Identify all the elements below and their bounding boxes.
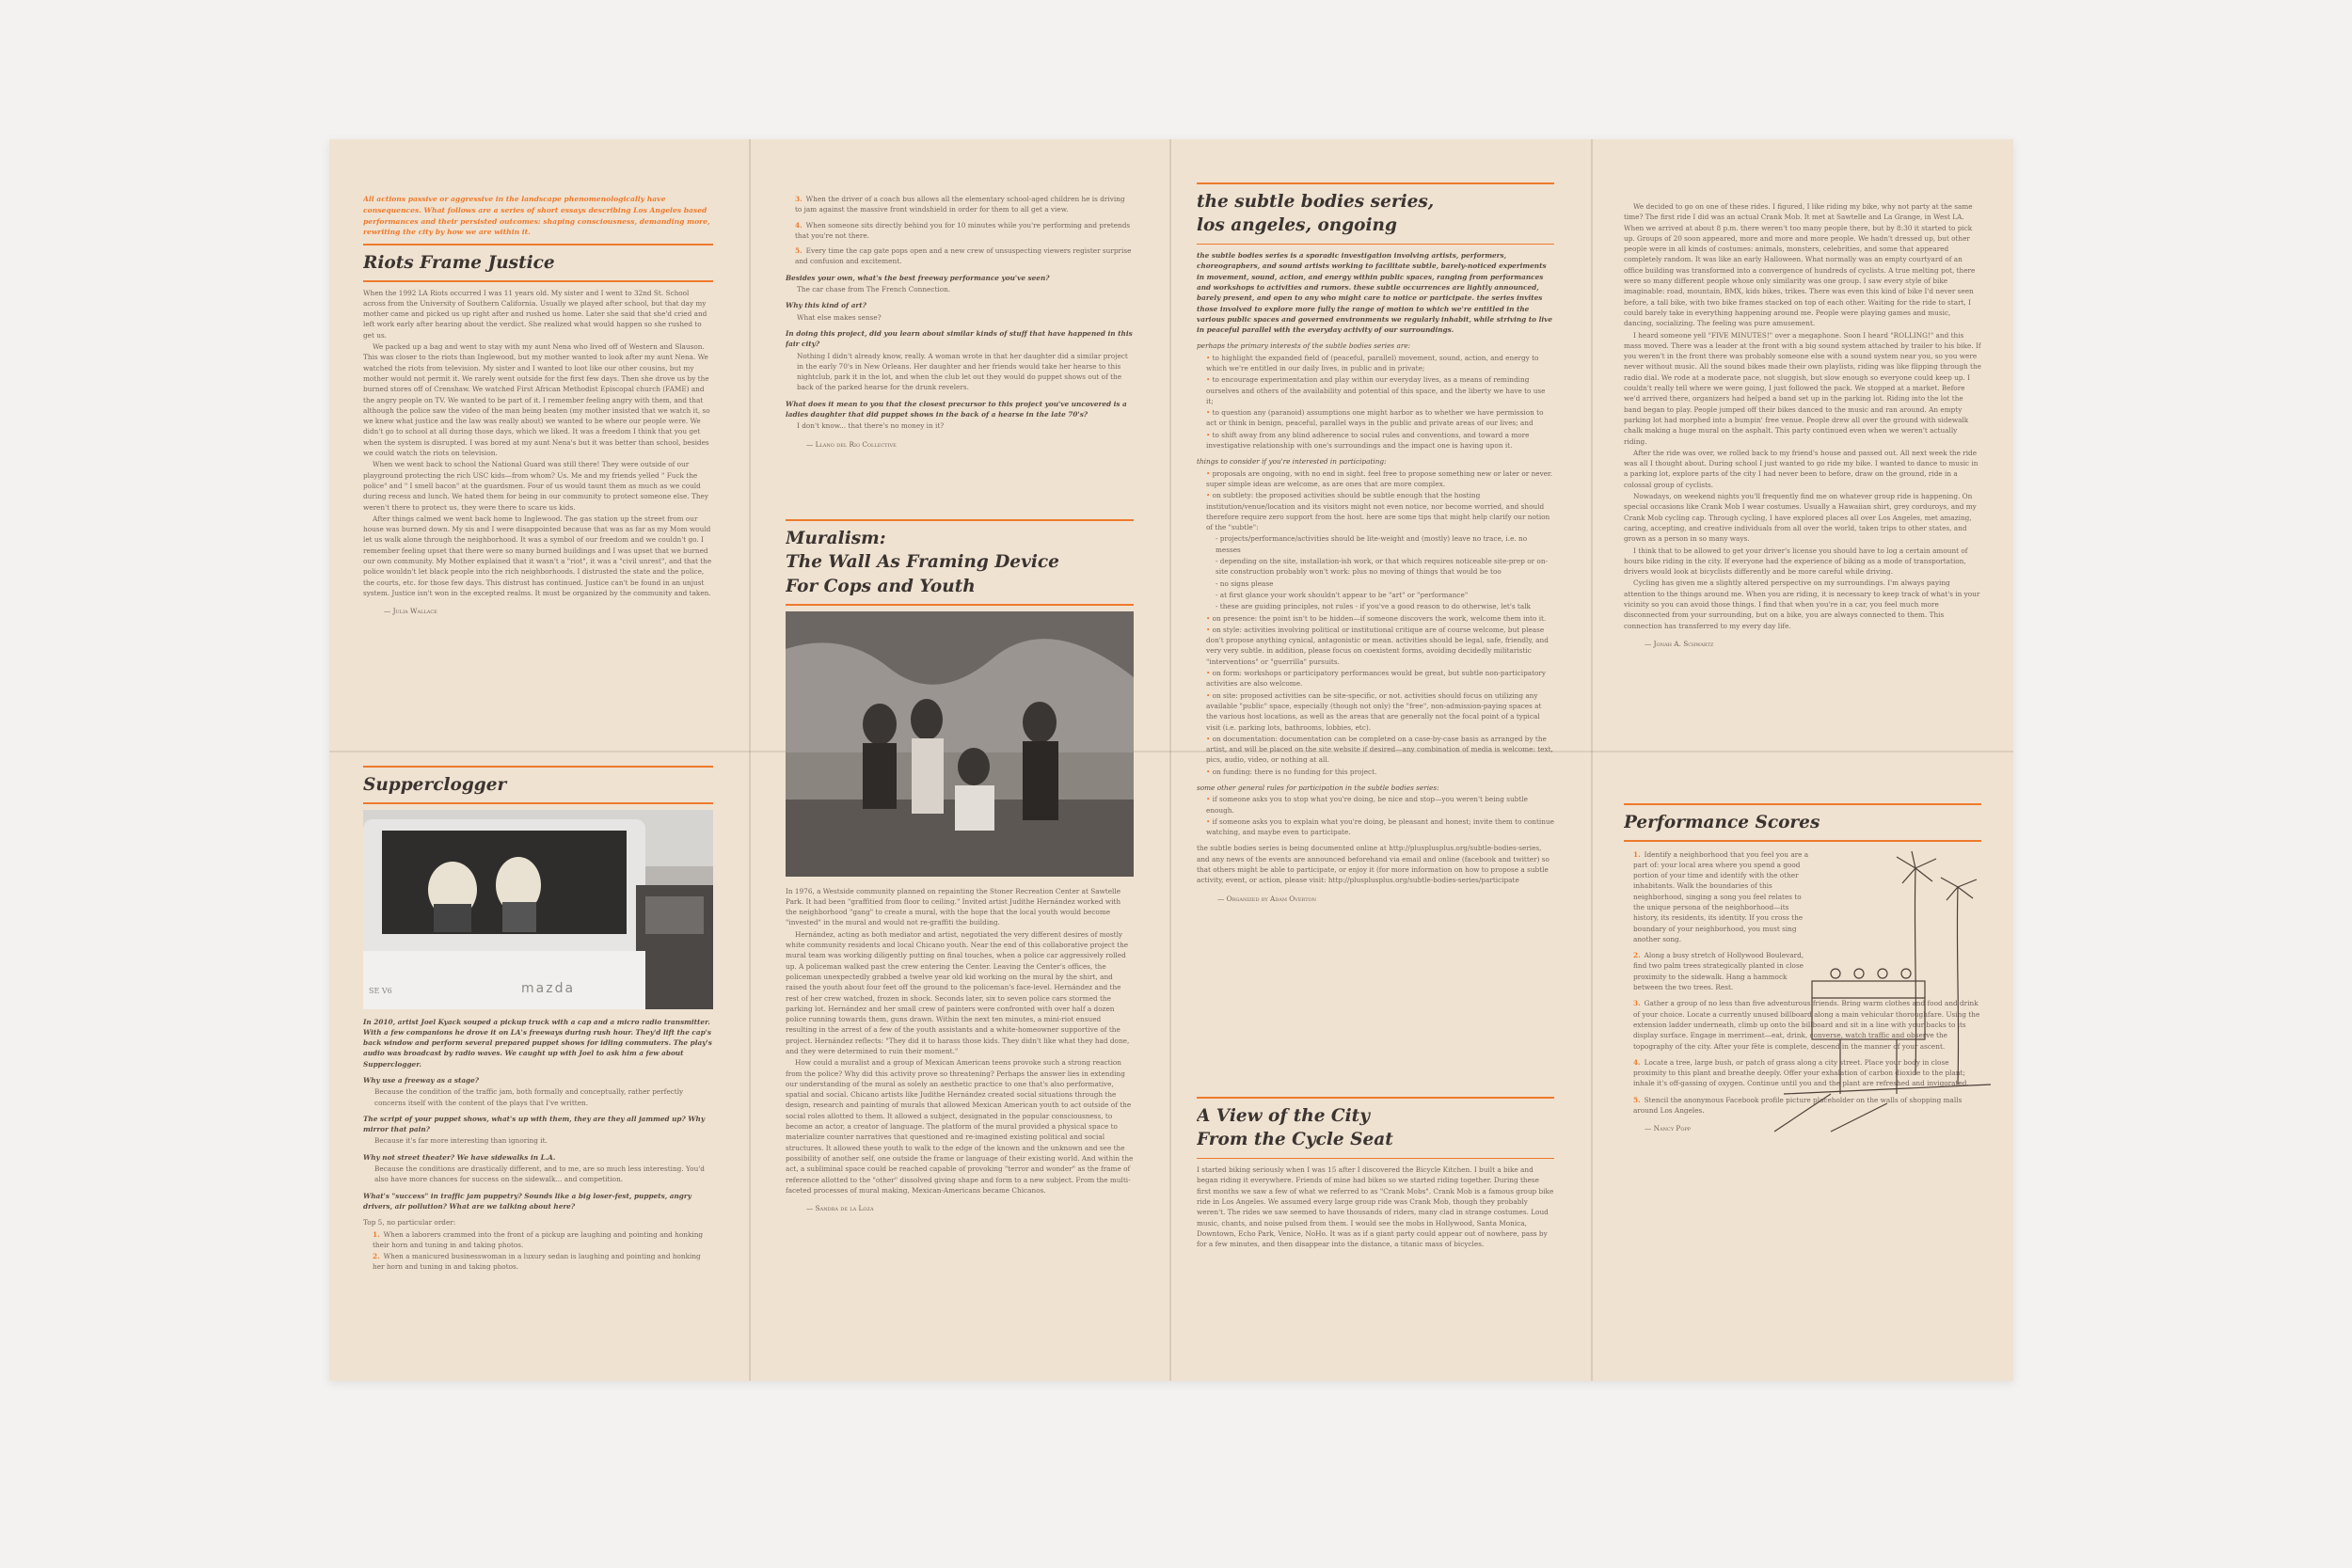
muralism-section	[786, 514, 1134, 1365]
muralism-paragraph: In 1976, a Westside community planned on repainting the Stoner Recreation Center at Sawtelle Park. It had been "graffitied from floor to ceiling." Invited artist Judithe Hernández worked with the neighborhood "gang" to create a mural, with the hope that the local youth would become "invested" in the mural and would not re-graffiti the building.	[786, 886, 1121, 927]
qa-answer: Because the conditions are drastically different, and to me, are so much less interesting. You'd also have more chances for success on the sidewalk... and competition.	[374, 1164, 705, 1184]
bullet-text: projects/performance/activities should be lite-weight and (mostly) leave no trace, i.e. no messes	[1216, 534, 1528, 554]
qa-answer: What else makes sense?	[797, 312, 882, 322]
divider	[1624, 803, 1981, 805]
bullet-text: at first glance your work shouldn't appear to be "art" or "performance"	[1219, 590, 1469, 599]
list-item	[363, 1251, 713, 1273]
divider	[363, 766, 713, 768]
divider	[786, 604, 1134, 606]
bullet-text: on site: proposed activities can be site-specific, or not. activities should focus on utilizing any available "public" space, especially (though not only) the "free", non-admission-paying spaces at the various host locations, as well as the areas that are generally not the focal point of a typical visit (i.e. parking lots, bathrooms, lobbies, etc).	[1206, 690, 1542, 732]
supperclogger-title: Supperclogger	[363, 774, 507, 795]
puppet-truck-photo	[363, 810, 713, 1009]
qa-answer: The car chase from The French Connection.	[797, 285, 951, 294]
bullet-text: on subtlety: the proposed activities should be subtle enough that the hosting institution/venue/location and its visitors might not even notice, nor become worried, and should therefore require zero support from the host. here are some tips that might help clarify our notion of the "subtle":	[1206, 491, 1550, 532]
bullet-item: • to highlight the expanded field of (peaceful, parallel) movement, sound, action, and energy to which we're entitled in our daily lives, in public and in private;	[1206, 353, 1539, 372]
item-number: 1.	[373, 1229, 380, 1239]
riots-paragraph: When we went back to school the National Guard was still there! They were outside of our playground protecting the rich USC kids—from whom? Us. Me and my friends yelled " Fuck the police" and " I smell bacon" at the guardsmen. Four of us would taunt them as much as we could during recess and lunch. We hated them for being in our community to protect someone else. They weren't there to protect us, they were there to scare us kids.	[363, 460, 708, 512]
car-brand: mazda	[521, 980, 576, 996]
bullet-item: • to question any (paranoid) assumptions one might harbor as to whether we have permission to act or think in benign, peaceful, parallel ways in the public and private areas of our lives; and	[1206, 408, 1544, 428]
bullet-text: on form: workshops or participatory performances would be great, but subtle non-participatory activities are also welcome.	[1206, 669, 1547, 689]
newspaper-sheet	[329, 139, 2013, 1381]
cycle-seat-title	[1197, 1104, 1554, 1152]
list-item	[786, 220, 1134, 242]
riots-paragraph: When the 1992 LA Riots occurred I was 11 years old. My sister and I went to 32nd St. School across from the University of Southern California. Usually we played after school, but that day my mother came and picked us up right after and rushed us home. Later she said that she'd cried and left work early after hearing about the verdict. She realized what would happen so she rushed to get us.	[363, 288, 707, 340]
sub-bullet-item: - projects/performance/activities should be lite-weight and (mostly) leave no trace, i.e. no messes	[1216, 534, 1528, 554]
column-3	[1170, 139, 1592, 1381]
bullet-text: to question any (paranoid) assumptions one might harbor as to whether we have permission to act or think in benign, peaceful, parallel ways in the public and private areas of our lives; and	[1206, 408, 1544, 428]
divider	[363, 280, 713, 282]
cycle-paragraph: Cycling has given me a slightly altered perspective on my surroundings. I'm always paying attention to the things around me. When you are riding, it is necessary to keep track of what's in your vicinity so you can avoid those things. I find that when you're in a car, you feel much more disconnected from your surrounding, but on a bike, you are always connected to them. This connection has transferred to my every day life.	[1624, 578, 1980, 630]
sub-bullet-item: - these are guiding principles, not rules - if you've a good reason to do otherwise, let's talk	[1216, 602, 1531, 611]
riots-byline: — Julia Wallace	[384, 607, 437, 616]
bullet-item: • on documentation: documentation can be completed on a case-by-case basis as arranged by the artist, and will be placed on the site website if desired—any combination of media is welcome: text, pics, audio, video, or nothing at all.	[1206, 734, 1553, 765]
bullet-item: • on presence: the point isn't to be hidden—if someone discovers the work, welcome them into it.	[1206, 613, 1547, 623]
bullet-item: • to shift away from any blind adherence to social rules and conventions, and toward a more investigative relationship with one's surroundings and the impact one is having upon it.	[1206, 430, 1530, 451]
title-line: A View of the City	[1197, 1105, 1370, 1126]
mural-youth-photo	[786, 611, 1134, 877]
item-number: 4.	[795, 220, 803, 230]
item-text: When a manicured businesswoman in a luxury sedan is laughing and pointing and honking her horn and tuning in and taking photos.	[373, 1252, 701, 1272]
bullet-text: these are guiding principles, not rules - if you've a good reason to do otherwise, let's talk	[1219, 602, 1531, 611]
puppet-truck-illustration	[363, 810, 713, 1009]
subtle-interests-heading: perhaps the primary interests of the subtle bodies series are:	[1197, 341, 1411, 351]
cycle-byline: — Jonah A. Schwartz	[1645, 639, 1714, 648]
divider	[1624, 840, 1981, 842]
subtle-bodies-intro: the subtle bodies series is a sporadic investigation involving artists, performers, choreographers, and sound artists working to facilitate subtle, barely-noticed experiments in movement, sound, action, and energy within public spaces, ranging from performances and workshops to activities and rumors. these subtle occurrences are lightly announced, barely present, and open to any who might care to notice or participate. the series invites those involved to explore more fully the range of motion to which we're entitled in the various public spaces and governed environments we regularly inhabit, while striving to live in peaceful parallel with the everyday activity of our surroundings.	[1197, 251, 1553, 335]
riots-paragraph: After things calmed we went back home to Inglewood. The gas station up the street from our house was burned down. My sis and I were disappointed because that was as far as my Mom would let us walk alone through the neighborhood. It was a symbol of our freedom and we couldn't go. I remember feeling upset that there were so many burned buildings and I was upset that we burned our own community. My Mother explained that it wasn't a "riot", it was a "civil unrest", and that the police wouldn't let black people into the rich neighborhoods. I distrusted the state and the police, the courts, etc. for those few days. This distrust has continued. Justice can't be found in an unjust system. Justice isn't won in the excepted realms. It must be organized by the community and taken.	[363, 514, 712, 597]
bullet-item: • on style: activities involving political or institutional critique are of course welcome, but please don't propose anything cynical, antagonistic or mean. activities should be legal, safe, friendly, and very very subtle. in addition, please focus on coexistent forms, avoiding decidedly militaristic "interventions" or "guerrilla" pursuits.	[1206, 625, 1549, 666]
cycle-seat-section	[1197, 1091, 1554, 1364]
divider	[363, 802, 713, 804]
cycle-paragraph: After the ride was over, we rolled back to my friend's house and passed out. All next week the ride was all I thought about. During school I just wanted to go ride my bike. I wanted to dance to music in a parking lot, explore parts of the city I had never been to before, draw on the ground, ride in a colossal group of cyclists.	[1624, 448, 1979, 489]
bullet-text: to encourage experimentation and play within our everyday lives, as a means of reminding ourselves and others of the availability and potential of this space, and the liberty we have to use it;	[1206, 375, 1546, 405]
item-text: Identify a neighborhood that you feel you are a part of: your local area where you spend a good portion of your time and identify with the other inhabitants. Walk the boundaries of this neighborhood, singing a song you feel relates to the unique persona of the neighborhood—its history, its residents, its identity. If you cross the boundary of your neighborhood, you must sing another song.	[1633, 849, 1809, 943]
qa-question: What's "success" in traffic jam puppetry? Sounds like a big loser-fest, puppets, angry drivers, air pollution? What are we talking about here?	[363, 1191, 691, 1211]
item-number: 1.	[1633, 849, 1641, 859]
cycle-paragraph: I think that to be allowed to get your driver's license you should have to log a certain amount of hours bike riding in the city. If everyone had the experience of biking as a mode of transportation, drivers would look at bicyclists differently and be more careful while driving.	[1624, 546, 1968, 577]
title-line: the subtle bodies series,	[1197, 191, 1435, 212]
bullet-text: to highlight the expanded field of (peaceful, parallel) movement, sound, action, and energy to which we're entitled in our daily lives, in public and in private;	[1206, 353, 1539, 372]
divider	[1197, 182, 1554, 184]
qa-question: Why use a freeway as a stage?	[363, 1076, 480, 1085]
list-item	[786, 194, 1134, 215]
qa-question: What does it mean to you that the closest precursor to this project you've uncovered is a ladies daughter that did puppet shows in the back of a hearse in the late 70's?	[786, 399, 1127, 420]
qa-answer: Nothing I didn't already know, really. A woman wrote in that her daughter did a similar project in the early 70's in New Orleans. Her daughter and her friends would take her hearse to this nightclub, park it in the lot, and when the club let out they would do puppet shows out of the back of the parked hearse for the drunk revelers.	[797, 351, 1128, 392]
list-item	[363, 1229, 713, 1251]
bullet-text: to shift away from any blind adherence to social rules and conventions, and toward a more investigative relationship with one's surroundings and the impact one is having upon it.	[1206, 430, 1530, 451]
bullet-item: • on site: proposed activities can be site-specific, or not. activities should focus on utilizing any available "public" space, especially (though not only) the "free", non-admission-paying spaces at the various host locations, as well as the areas that are generally not the focal point of a typical visit (i.e. parking lots, bathrooms, lobbies, etc).	[1206, 690, 1542, 732]
bullet-text: if someone asks you to stop what you're doing, be nice and stop—you weren't being subtle enough.	[1206, 795, 1528, 815]
riots-section	[363, 194, 713, 721]
item-text: When someone sits directly behind you for 10 minutes while you're performing and pretends that you're not there.	[795, 220, 1131, 240]
sub-bullet-item: - at first glance your work shouldn't appear to be "art" or "performance"	[1216, 590, 1469, 599]
bullet-item: • to encourage experimentation and play within our everyday lives, as a means of reminding ourselves and others of the availability and potential of this space, and the liberty we have to use it;	[1206, 375, 1546, 405]
item-number: 5.	[795, 246, 803, 256]
item-text: Locate a tree, large bush, or patch of grass along a city street. Place your body in close proximity to this plant and breathe deeply. Offer your exhalation of carbon dioxide to the plant; inhale it's off-gassing of oxygen. Continue until you and the plant are refreshed and invigorated.	[1633, 1057, 1969, 1088]
bullet-item: • proposals are ongoing, with no end in sight. feel free to propose something new or later or never. super simple ideas are welcome, as are ones that are more complex.	[1206, 468, 1553, 488]
title-line: los angeles, ongoing	[1197, 215, 1397, 236]
muralism-paragraph: How could a muralist and a group of Mexican American teens provoke such a strong reaction from the police? Why did this activity prove so threatening? Perhaps the answer lies in extending our understanding of the mural as solely an aesthetic practice to one that's also performative, spatial and social. Chicano artists like Judithe Hernández created social situations through the design, research and painting of murals that allowed Mexican American youth to act outside of the social roles allotted to them. It allowed a subject, designated in the popular consciousness, to become an actor, a creator of language. The platform of the mural provided a physical space to materialize counter narratives that questioned and re-imagined existing political and social structures. It allowed these youth to walk to the edge of the known and the unknown and see the possibility of another self, one outside the frame or language of their existing world. And within the act, a subliminal space could be reached capable of provoking "terror and wonder" as the frame of reference allotted to the "other" dissolved giving shape and form to a new subject. From the multi-faceted processes of mural making, Mexican-Americans became Chicanos.	[786, 1058, 1134, 1195]
scores-byline: — Nancy Popp	[1645, 1124, 1692, 1133]
bullet-item: • on form: workshops or participatory performances would be great, but subtle non-participatory activities are also welcome.	[1206, 669, 1547, 689]
subtle-consider-heading: things to consider if you're interested in participating:	[1197, 457, 1387, 467]
subtle-rules-heading: some other general rules for participation in the subtle bodies series:	[1197, 783, 1439, 792]
mural-youth-illustration	[786, 611, 1134, 877]
item-text: Stencil the anonymous Facebook profile picture placeholder on the walls of shopping malls around Los Angeles.	[1633, 1095, 1963, 1116]
divider	[363, 244, 713, 245]
muralism-title	[786, 527, 1134, 599]
bullet-item: • if someone asks you to stop what you're doing, be nice and stop—you weren't being subtle enough.	[1206, 795, 1528, 815]
bullet-text: no signs please	[1219, 578, 1274, 588]
bullet-text: on funding: there is no funding for this project.	[1212, 767, 1377, 776]
title-line: The Wall As Framing Device	[786, 552, 1059, 573]
cycle-seat-continued	[1624, 201, 1981, 766]
bullet-item: • on subtlety: the proposed activities should be subtle enough that the hosting institution/venue/location and its visitors might not even notice, nor become worried, and should therefore require zero support from the host. here are some tips that might help clarify our notion of the "subtle":	[1206, 491, 1550, 532]
column-1	[329, 139, 750, 1381]
bullet-text: proposals are ongoing, with no end in sight. feel free to propose something new or later or never. super simple ideas are welcome, as are ones that are more complex.	[1206, 468, 1553, 488]
item-number: 5.	[1633, 1095, 1641, 1104]
subtle-bodies-title	[1197, 190, 1554, 238]
item-text: Gather a group of no less than five adventurous friends. Bring warm clothes and food and drink of your choice. Locate a currently unused billboard along a main vehicular thoroughfare. Using the extension ladder underneath, climb up onto the billboard and sit in a line with your backs to its display surface. Engage in merriment—eat, drink, converse, watch traffic and observe the topography of the city. After your fête is complete, descend in the manner of your ascent.	[1633, 999, 1980, 1051]
bullet-text: depending on the site, installation-ish work, or that which requires noticeable site-prep or on-site construction probably won't work: plus no moving of things that would be too	[1216, 557, 1548, 577]
issue-intro: All actions passive or aggressive in the landscape phenomenologically have consequences. What follows are a series of short essays describing Los Angeles based performances and their persisted outcomes: shaping consciousness, demanding more, rewriting the city by how we are within it.	[363, 195, 710, 237]
item-text: When the driver of a coach bus allows all the elementary school-aged children he is driving to jam against the massive front windshield in order for them to all get a view.	[795, 195, 1125, 214]
riots-title: Riots Frame Justice	[363, 252, 555, 273]
muralism-byline: — Sandra de la Loza	[806, 1204, 874, 1213]
riots-paragraph: We packed up a bag and went to stay with my aunt Nena who lived off of Western and Slauson. This was closer to the riots than Inglewood, but my mother wanted to look after my aunt Nena. We watched the riots from television. My sister and I wanted to loot like our other cousins, but my mother would not permit it. We rarely went outside for the first few days. Then she drove us by the burned stores off of Crenshaw. We watched First African Methodist Episcopal church (FAME) and the angry people on TV. We wanted to be part of it. I remember feeling angry with them, and that although the police saw the video of the man being beaten (my mother insisted that we watch it, so we knew what justice and the law was really about) we wanted to be where our people were. We didn't go to school at all during those days, which we liked. It was a freedom I think that you get when the system is disrupted. I was bored at my aunt Nena's but it was better than school, besides we could watch the riots on television.	[363, 342, 710, 458]
top5-intro: Top 5, no particular order:	[363, 1218, 456, 1227]
collective-byline: — Llano del Rio Collective	[806, 439, 897, 449]
muralism-paragraph: Hernández, acting as both mediator and artist, negotiated the very different desires of mostly white community residents and local Chicano youth. Near the end of this collaborative project the mural team was working diligently putting on final touches, when a police car aggressively rolled up. A policeman walked past the crew entering the Center. Leaving the Center's offices, the policeman unexpectedly grabbed a twelve year old kid working on the mural by the shirt, and raised the youth about four feet off the ground to the policeman's face-level. Hernández and the rest of her crew watched, frozen in shock. Seconds later, six to seven police cars stormed the parking lot. Hernández and her small crew of painters were confronted with over half a dozen police running towards them, guns drawn. Within the next ten minutes, a mini-riot ensued resulting in the arrest of a few of the youth assistants and a white-homeowner supportive of the project. Hernández reflects: "They did it to harass those kids. They didn't like what they had done, and they were determined to ruin their moment."	[786, 929, 1130, 1055]
subtle-bodies-section	[1197, 177, 1554, 1117]
bullet-item: • if someone asks you to explain what you're doing, be pleasant and honest; invite them to continue watching, and maybe even to participate.	[1206, 816, 1554, 837]
qa-question: Besides your own, what's the best freeway performance you've seen?	[786, 273, 1050, 282]
bullet-text: on style: activities involving political or institutional critique are of course welcome, but please don't propose anything cynical, antagonistic or mean. activities should be legal, safe, friendly, and very very subtle. in addition, please focus on coexistent forms, avoiding decidedly militaristic "interventions" or "guerrilla" pursuits.	[1206, 625, 1549, 666]
supperclogger-section	[363, 760, 713, 1362]
title-line: For Cops and Youth	[786, 576, 976, 596]
bullet-text: if someone asks you to explain what you're doing, be pleasant and honest; invite them to continue watching, and maybe even to participate.	[1206, 816, 1554, 837]
qa-question: The script of your puppet shows, what's up with them, they are they all jammed up? Why mirror that pain?	[363, 1114, 706, 1134]
performance-scores-title: Performance Scores	[1624, 812, 1820, 832]
column-2	[750, 139, 1170, 1381]
performance-scores-section	[1624, 798, 2000, 1362]
title-line: Muralism:	[786, 528, 886, 548]
subtle-closing: the subtle bodies series is being documented online at http://plusplusplus.org/subtle-bodies-series, and any news of the events are announced beforehand via email and online (facebook and twitter) so that others might be able to participate, or enjoy it (for more information on how to propose a subtle activity, event, or action, please visit: http://plusplusplus.org/subtle-bodies-series/participate	[1197, 844, 1549, 885]
qa-answer: Because the condition of the traffic jam, both formally and conceptually, rather perfectly concerns itself with the content of the plays that I've written.	[374, 1087, 684, 1107]
qa-answer: Because it's far more interesting than ignoring it.	[374, 1136, 548, 1146]
title-line: From the Cycle Seat	[1197, 1130, 1393, 1150]
supperclogger-intro: In 2010, artist Joel Kyack souped a pickup truck with a cap and a micro radio transmitter. With a few companions he drove it on LA's freeways during rush hour. They'd lift the cap's back window and perform several prepared puppet shows for idling commuters. The play's audio was broadcast by radio waves. We caught up with Joel to ask him a few about Supperclogger.	[363, 1017, 712, 1069]
divider	[786, 519, 1134, 521]
bullet-text: on presence: the point isn't to be hidden—if someone discovers the work, welcome them into it.	[1212, 613, 1547, 623]
item-number: 3.	[795, 195, 803, 203]
item-text: When a laborers crammed into the front of a pickup are laughing and pointing and honking their horn and tuning in and taking photos.	[373, 1229, 704, 1249]
item-number: 4.	[1633, 1057, 1641, 1067]
qa-answer: I don't know... that there's no money in it?	[797, 421, 945, 431]
divider	[1197, 1158, 1554, 1160]
divider	[1197, 1097, 1554, 1099]
cycle-seat-paragraph: I started biking seriously when I was 15 after I discovered the Bicycle Kitchen. I built a bike and began riding it everywhere. Friends of mine had bikes so we started riding together. During these first months we saw a few of what we referred to as "Crank Mobs". Crank Mob is a famous group bike ride in Los Angeles. We assumed every large group ride was Crank Mob, though they probably weren't. The rides we saw seemed to have thousands of riders, many clad in strange costumes. Loud music, chants, and noise pulsed from them. I would see the mobs in Hollywood, Santa Monica, Downtown, Echo Park, Venice, NoHo. It was as if a giant party could appear out of nowhere, pass by for a few minutes, and then disappear into the distance, a titanic mass of bicycles.	[1197, 1165, 1554, 1249]
bullet-item: • on funding: there is no funding for this project.	[1206, 767, 1377, 776]
qa-question: Why this kind of art?	[786, 301, 866, 310]
divider	[1197, 244, 1554, 245]
column-4	[1592, 139, 2013, 1381]
item-number: 3.	[1633, 999, 1641, 1008]
list-item	[786, 245, 1134, 267]
item-number: 2.	[373, 1252, 380, 1261]
qa-question: Why not street theater? We have sidewalks in L.A.	[363, 1152, 556, 1162]
sub-bullet-item: - no signs please	[1216, 578, 1274, 588]
sub-bullet-item: - depending on the site, installation-ish work, or that which requires noticeable site-prep or on-site construction probably won't work: plus no moving of things that would be too	[1216, 557, 1548, 577]
bullet-text: on documentation: documentation can be completed on a case-by-case basis as arranged by the artist, and will be placed on the site website if desired—any combination of media is welcome: text, pics, audio, video, or nothing at all.	[1206, 734, 1553, 765]
cycle-paragraph: Nowadays, on weekend nights you'll frequently find me on whatever group ride is happening. On special occasions like Crank Mob I wear costumes. Usually a Hawaiian shirt, grey corduroys, and my Crank Mob cycling cap. Through cycling, I have explored places all over Los Angeles, met amazing, caring, accepting, and creative individuals from all over the world, taken trips to other states, and grown as a person in so many ways.	[1624, 492, 1977, 544]
cycle-paragraph: I heard someone yell "FIVE MINUTES!" over a megaphone. Soon I heard "ROLLING!" and this mass moved. There was a leader at the front with a big sound system attached by trailer to his bike. If you weren't in the front there was probably someone else with a sound system near you, so you were never without music. All the sound bikes made their own playlists, riding was like flipping through the radio dial. We rode at a moderate pace, not sluggish, but slow enough so everyone could keep up. I couldn't really tell where we were going, I just followed the pack. We stopped at a market. Before we'd arrived there, organizers had helped a band set up in the parking lot. Riding into the lot the band began to play. People jumped off their bikes danced to the music and ran around. An empty parking lot had morphed into a bumpin' free venue. People drew all over the ground with sidewalk chalk making a huge mural on the asphalt. This party continued even when we weren't actually riding.	[1624, 330, 1981, 446]
car-badge: SE V6	[369, 986, 392, 995]
item-text: Along a busy stretch of Hollywood Boulevard, find two palm trees strategically planted in close proximity to the sidewalk. Hang a hammock between the two trees. Rest.	[1633, 951, 1804, 992]
item-number: 2.	[1633, 951, 1641, 960]
cycle-paragraph: We decided to go on one of these rides. I figured, I like riding my bike, why not party at the same time? The first ride I did was an actual Crank Mob. It met at Sawtelle and La Grange, in West LA. When we arrived at about 8 p.m. there weren't too many people there, but by 8:30 it started to pick up. Groups of 20 soon appeared, more and more and more people. We hadn't dressed up, but other people were in all kinds of costumes: animals, monsters, celebrities, and some that appeared completely random. It was like an early Halloween. What normally was an empty courtyard of an office building was transformed into a convergence of hundreds of cyclists. A true melting pot, there were so many different people whose only similarity was one group. I saw every style of bike imaginable: road, mountain, BMX, kids bikes, trikes. There was even this kind of bike I'd never seen before, a tall bike, with two bike frames stacked on top of each other. Waiting for the ride to start, I could barely take in everything happening around me. People were playing games and music, dancing, socializing. The feeling was pure amusement.	[1624, 202, 1976, 328]
subtle-byline: — Organized by Adam Overton	[1217, 894, 1317, 903]
palm-billboard-drawing	[1774, 849, 2000, 1160]
item-text: Every time the cap gate pops open and a new crew of unsuspecting viewers register surprise and confusion and excitement.	[795, 246, 1132, 266]
qa-question: In doing this project, did you learn about similar kinds of stuff that have happened in this fair city?	[786, 328, 1133, 349]
